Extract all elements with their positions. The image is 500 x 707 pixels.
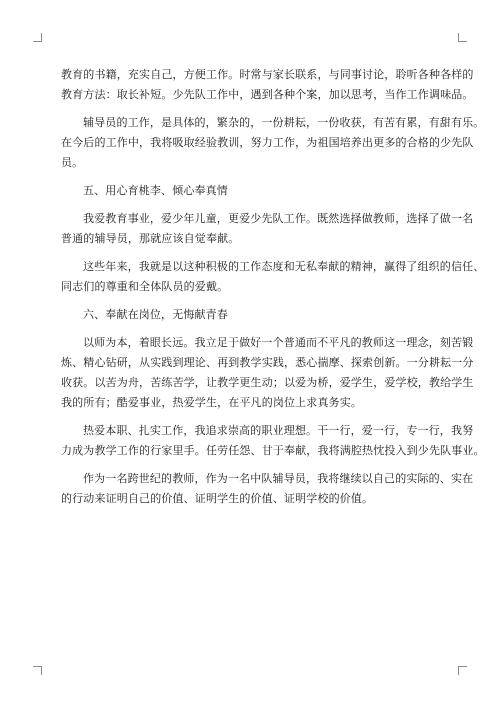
text-line: 炼、精心钻研，从实践到理论、再到教学实践，悉心揣摩、探索创新。一分耕耘一分 <box>61 356 474 369</box>
section-heading-text: 五、用心育桃李、倾心奉真情 <box>83 184 228 197</box>
text-line: 力成为教学工作的行家里手。任劳任怨、甘于奉献，我将满腔热忱投入到少先队事业。 <box>61 444 485 457</box>
text-line: 教育方法：取长补短。少先队工作中，遇到各种个案，加以思考，当作工作调味品。 <box>61 88 474 101</box>
section-heading-text: 六、奉献在岗位，无悔献青春 <box>83 308 228 321</box>
section-heading <box>61 305 441 325</box>
document-body <box>61 65 485 509</box>
text-line: 我爱教育事业，爱少年儿童，更爱少先队工作。既然选择做教师，选择了做一名 <box>83 212 474 225</box>
text-line: 收获。以苦为舟，苦练苦学，让教学更生动；以爱为桥，爱学生，爱学校，教给学生 <box>61 376 474 389</box>
paragraph <box>61 333 474 413</box>
crop-mark-top-left <box>33 33 42 42</box>
text-line: 普通的辅导员，那就应该自觉奉献。 <box>61 232 240 245</box>
text-line: 辅导员的工作，是具体的，繁杂的，一份耕耘，一份收获，有苦有累，有甜有乐。 <box>83 116 485 129</box>
paragraph <box>61 65 474 105</box>
text-line: 这些年来，我就是以这种积极的工作态度和无私奉献的精神，赢得了组织的信任、 <box>83 260 485 273</box>
text-line: 热爱本职、扎实工作，我追求崇高的职业理想。干一行，爱一行，专一行，我努 <box>83 424 474 437</box>
text-line: 在今后的工作中，我将吸取经验教训，努力工作，为祖国培养出更多的合格的少先队 <box>61 136 474 149</box>
text-line: 我的所有；酷爱事业，热爱学生，在平凡的岗位上求真务实。 <box>61 396 363 409</box>
crop-mark-bottom-left <box>33 666 42 675</box>
paragraph <box>61 257 485 297</box>
paragraph <box>61 209 474 249</box>
section-heading <box>61 181 441 201</box>
paragraph <box>61 469 474 509</box>
crop-mark-top-right <box>458 33 467 42</box>
text-line: 教育的书籍，充实自己，方便工作。时常与家长联系，与同事讨论，聆听各种各样的 <box>61 68 474 81</box>
text-line: 作为一名跨世纪的教师，作为一名中队辅导员，我将继续以自己的实际的、实在 <box>83 472 474 485</box>
text-line: 的行动来证明自己的价值、证明学生的价值、证明学校的价值。 <box>61 492 374 505</box>
text-line: 以师为本，着眼长远。我立足于做好一个普通而不平凡的教师这一理念，刻苦锻 <box>83 336 474 349</box>
paragraph <box>61 421 485 461</box>
crop-mark-bottom-right <box>458 666 467 675</box>
text-line: 员。 <box>61 156 84 169</box>
paragraph <box>61 113 485 173</box>
text-line: 同志们的尊重和全体队员的爱戴。 <box>61 280 229 293</box>
